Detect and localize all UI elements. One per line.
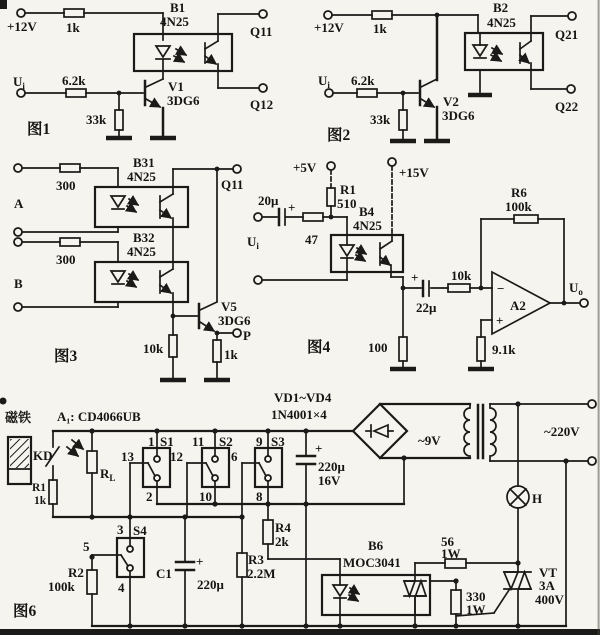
label-r3-val: 2.2M [247, 566, 276, 581]
label-opto: B1 [170, 0, 186, 15]
label-r-a: 300 [56, 178, 76, 193]
label-c1-val: 220μ [197, 577, 224, 592]
label-r-in: 6.2k [351, 73, 375, 88]
terminal-12v [17, 9, 25, 17]
terminal-p [233, 329, 241, 337]
label-r4-val: 2k [275, 534, 289, 549]
label-s4: S4 [133, 523, 147, 538]
terminal-a-bot [14, 228, 22, 236]
label-opto: B6 [368, 538, 384, 553]
label-s1: S1 [160, 434, 174, 449]
label-c1-plus: + [196, 554, 204, 569]
junction-dot [401, 286, 406, 291]
label-q-type: 3DG6 [218, 313, 251, 328]
terminal-b-top [14, 238, 22, 246]
terminal-15v [388, 158, 396, 166]
terminal-q11 [233, 165, 241, 173]
terminal-mains-top [588, 400, 596, 408]
label-s2-bot: 10 [199, 489, 212, 504]
terminal-mains-bot [588, 457, 596, 465]
label-opto: B2 [493, 0, 509, 15]
label-opamp-plus: + [496, 313, 504, 328]
label-triac-a: 3A [539, 578, 555, 593]
label-r6-w: 1W [466, 602, 486, 617]
label-q: V2 [443, 94, 459, 109]
label-triac-v: 400V [535, 592, 564, 607]
label-r-gnd: 100 [368, 340, 388, 355]
label-opto2: B32 [133, 230, 155, 245]
junction-dot [435, 13, 440, 18]
label-r-fb: R6 [511, 185, 527, 200]
label-input: $U_i$ [318, 73, 330, 90]
label-s3-left: 6 [231, 449, 238, 464]
label-out-top: Q11 [250, 24, 273, 39]
label-out: Q11 [221, 177, 244, 192]
label-r4: R4 [275, 520, 291, 535]
label-s1-top: 1 [148, 434, 155, 449]
label-r-b: 300 [56, 252, 76, 267]
label-ldr: $R_L$ [100, 466, 116, 483]
label-opto1-type: 4N25 [127, 169, 156, 184]
label-r2: R2 [68, 565, 84, 580]
label-out: $U_o$ [569, 280, 583, 297]
label-cf-plus: + [315, 441, 323, 456]
label-r6: 330 [466, 589, 486, 604]
label-out-bot: Q12 [250, 97, 274, 112]
label-c-out-plus: + [411, 270, 419, 285]
junction-dot [215, 167, 220, 172]
label-reed: KD [33, 448, 53, 463]
label-s3: S3 [271, 434, 285, 449]
label-s2-left: 12 [170, 449, 183, 464]
label-vcc: +12V [314, 20, 344, 35]
terminal-5v [327, 162, 335, 170]
label-opto-type: 4N25 [487, 15, 516, 30]
label-r-emit: 1k [224, 347, 238, 362]
label-vcc: +12V [7, 19, 37, 34]
terminal-ui [325, 89, 333, 97]
terminal-b-bot [14, 303, 22, 311]
junction-dot [479, 286, 484, 291]
label-vcc1: +5V [293, 160, 317, 175]
junction-dot [401, 91, 406, 96]
label-triac: VT [539, 565, 558, 580]
label-s4-bot: 4 [118, 580, 125, 595]
label-lamp: H [532, 491, 543, 506]
label-opto-type: 4N25 [353, 218, 382, 233]
junction-dot [117, 91, 122, 96]
label-ac-low: ~9V [418, 433, 441, 448]
label-r5: 56 [441, 534, 454, 549]
terminal-q12 [259, 84, 267, 92]
label-opamp-minus: − [497, 281, 505, 296]
figure-title: 图6 [13, 603, 37, 620]
figure-title: 图3 [54, 348, 78, 365]
label-r1: R1 [32, 482, 47, 494]
label-in-b: B [14, 276, 23, 291]
label-r1-val: 1k [34, 495, 47, 507]
terminal-ui-bot [254, 276, 262, 284]
label-s1-left: 13 [121, 449, 134, 464]
terminal-ui-top [254, 213, 262, 221]
label-s4-left: 5 [83, 539, 90, 554]
label-input: $U_i$ [13, 74, 25, 91]
label-input: $U_i$ [247, 234, 259, 251]
label-s2: S2 [219, 434, 233, 449]
label-s3-bot: 8 [256, 489, 263, 504]
terminal-12v [324, 11, 332, 19]
label-diodes-type: 1N4001×4 [271, 407, 327, 422]
label-c-in: 20μ [258, 193, 279, 208]
junction-dot [562, 301, 567, 306]
label-r-in: 47 [305, 232, 318, 247]
figure-title: 图1 [27, 121, 51, 138]
label-r5-w: 1W [441, 546, 461, 561]
label-q-type: 3DG6 [442, 108, 475, 123]
label-r-base: 33k [86, 112, 107, 127]
junction-dot [215, 331, 220, 336]
scan-bottom-edge [0, 629, 600, 635]
label-c-out: 22μ [416, 300, 437, 315]
label-in-a: A [14, 196, 24, 211]
terminal-q21 [568, 12, 576, 20]
label-diodes: VD1~VD4 [274, 390, 332, 405]
label-magnet: 磁铁 [5, 410, 32, 425]
label-opto1: B31 [133, 155, 155, 170]
label-opamp: A2 [510, 298, 526, 313]
label-out-bot: Q22 [555, 99, 579, 114]
label-r1-val: 510 [337, 196, 357, 211]
label-s4-top: 3 [117, 522, 124, 537]
label-r-base: 33k [370, 112, 391, 127]
label-r-fb-val: 100k [505, 199, 532, 214]
label-q: V5 [221, 299, 237, 314]
label-out-p: P [243, 328, 251, 343]
label-cf-v: 16V [318, 473, 341, 488]
label-r-top: 1k [66, 20, 80, 35]
magnet-hatch [10, 439, 29, 468]
figure-title: 图2 [327, 127, 351, 144]
terminal-uo [580, 299, 588, 307]
label-r1: R1 [340, 182, 356, 197]
junction-dot [171, 314, 176, 319]
label-vcc2: +15V [399, 165, 429, 180]
label-opto-type: MOC3041 [343, 555, 401, 570]
scan-corner-mark [0, 0, 7, 9]
label-opto2-type: 4N25 [127, 244, 156, 259]
label-r-in: 6.2k [62, 73, 86, 88]
label-ac-high: ~220V [544, 424, 580, 439]
label-c-in-plus: + [288, 200, 296, 215]
figure-title: 图4 [307, 339, 331, 356]
label-r-top: 1k [373, 21, 387, 36]
junction-dot [329, 215, 334, 220]
label-r3: R3 [248, 552, 264, 567]
label-r2-val: 100k [48, 579, 75, 594]
label-r-series: 10k [451, 268, 472, 283]
label-r-base: 10k [143, 341, 164, 356]
label-opto: B4 [359, 204, 375, 219]
label-cf-val: 220μ [318, 459, 345, 474]
terminal-q11 [259, 10, 267, 18]
label-opto-type: 4N25 [160, 14, 189, 29]
label-s3-top: 9 [256, 434, 263, 449]
label-ic: A₁: CD4066UB [57, 409, 141, 424]
label-r-pos: 9.1k [492, 342, 516, 357]
label-s2-top: 11 [192, 434, 205, 449]
terminal-q22 [567, 85, 575, 93]
label-c1: C1 [156, 566, 172, 581]
label-q: V1 [168, 79, 184, 94]
label-q-type: 3DG6 [167, 93, 200, 108]
terminal-a-top [14, 164, 22, 172]
label-out-top: Q21 [555, 27, 579, 42]
label-s1-bot: 2 [146, 489, 153, 504]
